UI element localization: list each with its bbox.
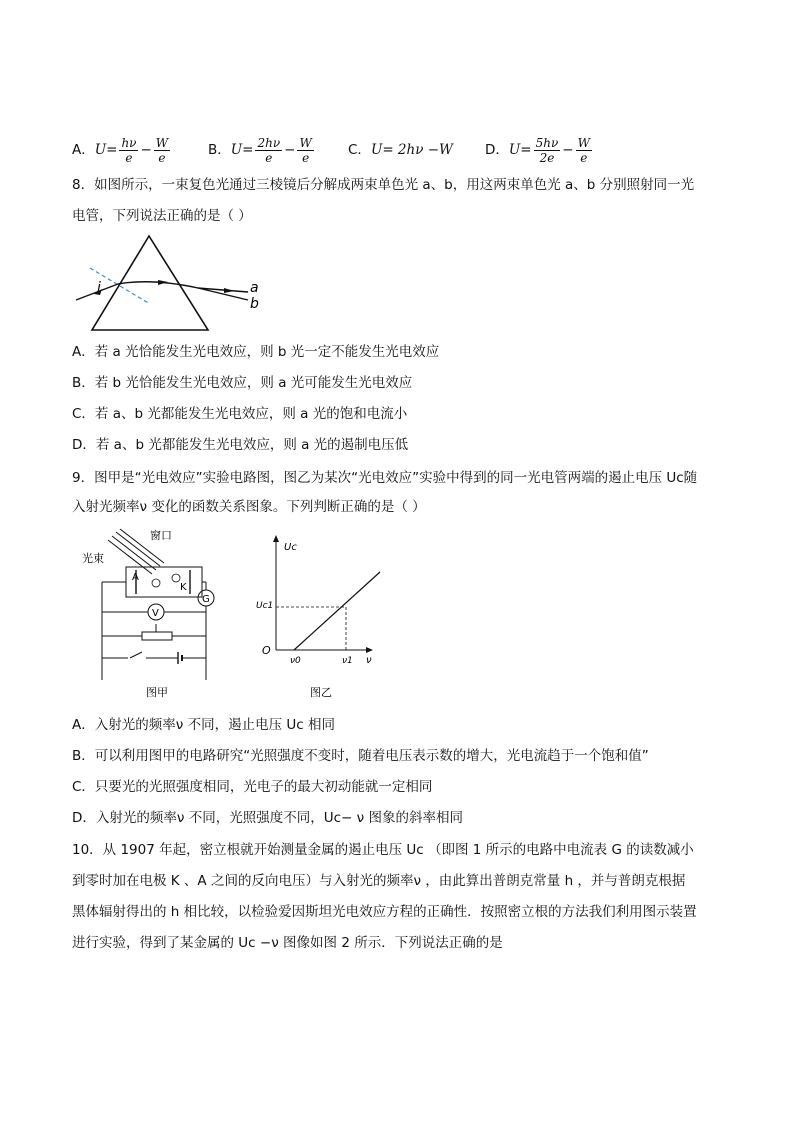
figure-caption-jia: 图甲: [146, 686, 168, 699]
x-axis-arrow-icon: [366, 647, 373, 653]
q9-stem-line1: 9．图甲是“光电效应”实验电路图，图乙为某次“光电效应”实验中得到的同一光电管两端的遏止电压 Uc随: [72, 470, 698, 486]
minus-sign: −: [140, 142, 152, 158]
numerator: hν: [121, 135, 137, 150]
q9-option-c: C．只要光的光照强度相同，光电子的最大初动能就一定相同: [72, 779, 433, 795]
y-axis-arrow-icon: [273, 535, 279, 542]
q7-option-c: [348, 130, 453, 170]
switch-icon: [130, 652, 142, 658]
q8-option-b: B．若 b 光恰能发生光电效应，则 a 光可能发生光电效应: [72, 375, 413, 391]
q7-option-d: [485, 130, 594, 170]
y-label: Uc: [284, 542, 297, 553]
label-beam: 光束: [82, 552, 104, 565]
fraction: [255, 136, 282, 165]
denominator: e: [158, 150, 166, 165]
denominator: e: [265, 150, 273, 165]
tick-v1: ν1: [342, 656, 353, 666]
electron-icon: [152, 579, 160, 587]
formula-lhs: U=: [94, 142, 118, 158]
label-window: 窗口: [150, 529, 172, 542]
denominator: 2e: [539, 150, 555, 165]
numerator: W: [299, 135, 312, 150]
q8-option-d: D．若 a、b 光都能发生光电效应，则 a 光的遏制电压低: [72, 437, 409, 453]
beam-line: [108, 540, 152, 574]
numerator: W: [577, 135, 590, 150]
fraction: [297, 136, 313, 165]
tick-uc1: Uc1: [256, 601, 274, 611]
fraction: [119, 136, 138, 165]
label-A: A: [132, 572, 139, 583]
q9-option-a: A．入射光的频率ν 不同，遏止电压 Uc 相同: [72, 717, 335, 733]
label-K: K: [180, 582, 187, 593]
q8-stem-line1: 8．如图所示，一束复色光通过三棱镜后分解成两束单色光 a、b，用这两束单色光 a、b 分别照射同一光: [72, 177, 695, 193]
option-label: C．: [348, 142, 371, 158]
option-label: A．: [72, 142, 95, 158]
rheostat: [142, 632, 172, 640]
prism-figure: [72, 232, 272, 336]
tick-v0: ν0: [290, 656, 301, 666]
label-i: i: [97, 280, 101, 296]
q10-line2: 到零时加在电极 K 、A 之间的反向电压）与入射光的频率ν ，由此算出普朗克常量 h ，并与普朗克根据: [72, 873, 686, 889]
numerator: 5hν: [535, 135, 559, 150]
q10-line3: 黑体辐射得出的 h 相比较，以检验爱因斯坦光电效应方程的正确性．按照密立根的方法我们利用图示装置: [72, 904, 697, 920]
denominator: e: [302, 150, 310, 165]
q9-stem-line2: 入射光频率ν 变化的函数关系图象。下列判断正确的是（ ）: [72, 499, 426, 515]
label-V: V: [152, 608, 159, 619]
minus-sign: −: [284, 142, 296, 158]
x-label: ν: [366, 655, 372, 666]
prism-triangle: [92, 236, 208, 330]
q7-option-a: [72, 130, 172, 170]
minus-sign: −: [562, 142, 574, 158]
fraction: [534, 136, 561, 165]
fraction: [576, 136, 592, 165]
q10-line4: 进行实验，得到了某金属的 Uc −ν 图像如图 2 所示．下列说法正确的是: [72, 935, 503, 951]
option-label: D．: [485, 142, 509, 158]
uc-line: [294, 572, 380, 650]
figure-caption-yi: 图乙: [310, 686, 332, 699]
electron-icon: [172, 574, 180, 582]
q7-option-b: [208, 130, 316, 170]
origin-label: O: [262, 644, 271, 657]
q8-stem-line2: 电管，下列说法正确的是（ ）: [72, 208, 252, 224]
q10-line1: 10．从 1907 年起，密立根就开始测量金属的遏止电压 Uc （即图 1 所示的电路中电流表 G 的读数减小: [72, 842, 694, 858]
fraction: [154, 136, 170, 165]
q9-option-d: D．入射光的频率ν 不同，光照强度不同，Uc− ν 图象的斜率相同: [72, 810, 463, 826]
numerator: 2hν: [257, 135, 281, 150]
q8-option-c: C．若 a、b 光都能发生光电效应，则 a 光的饱和电流小: [72, 406, 408, 422]
label-b: b: [250, 296, 259, 312]
denominator: e: [580, 150, 588, 165]
q8-option-a: A．若 a 光恰能发生光电效应，则 b 光一定不能发生光电效应: [72, 344, 440, 360]
formula: U= 2hν −W: [370, 142, 453, 158]
circuit-figure: [72, 528, 232, 700]
uc-frequency-graph: [250, 532, 390, 702]
label-G: G: [202, 594, 210, 605]
label-a: a: [250, 280, 259, 296]
numerator: W: [155, 135, 169, 150]
denominator: e: [125, 150, 133, 165]
formula-lhs: U=: [508, 142, 532, 158]
formula-lhs: U=: [230, 142, 254, 158]
q9-option-b: B．可以利用图甲的电路研究“光照强度不变时，随着电压表示数的增大，光电流趋于一个饱和值”: [72, 748, 649, 764]
option-label: B．: [208, 142, 231, 158]
